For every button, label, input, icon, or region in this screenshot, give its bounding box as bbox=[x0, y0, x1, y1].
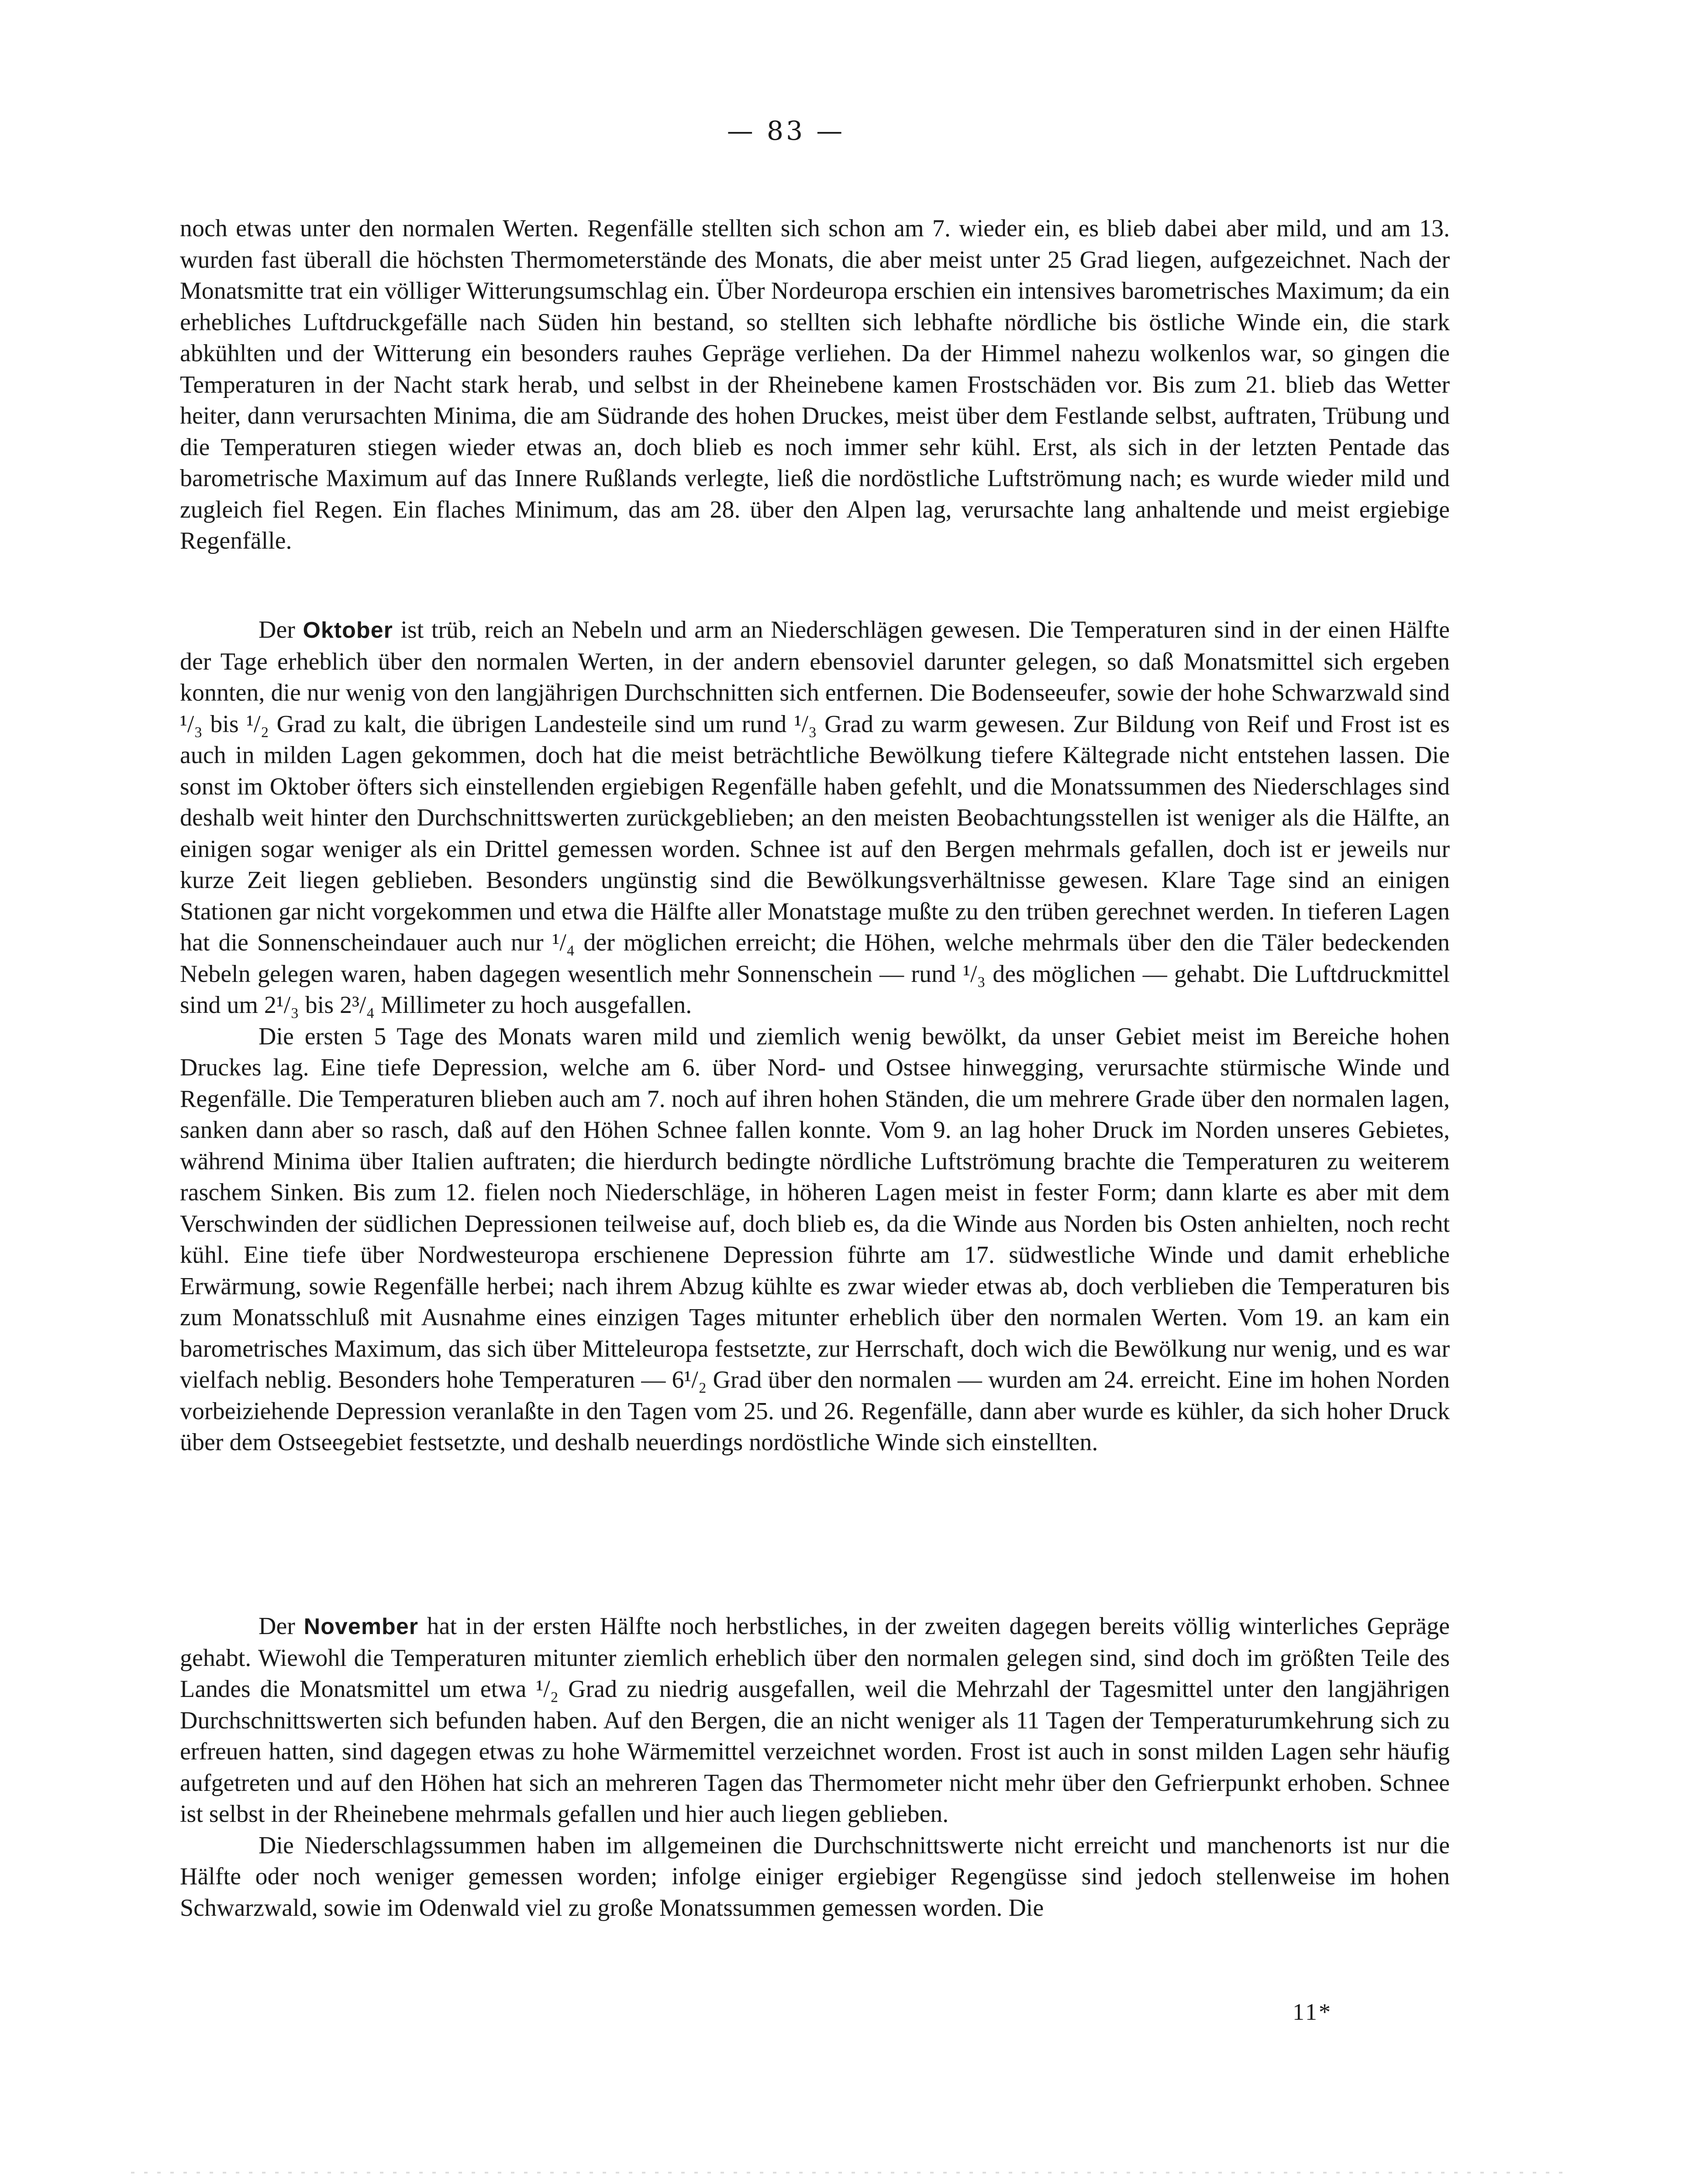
month-heading: November bbox=[303, 1614, 418, 1639]
month-heading: Oktober bbox=[303, 618, 393, 643]
scan-edge-line bbox=[131, 2172, 1572, 2174]
november-section bbox=[180, 1611, 1450, 1924]
september-continuation-section bbox=[180, 213, 1450, 557]
paragraph: Die Niederschlagssummen haben im allgemeinen die Durchschnittswerte nicht erreicht und manchenorts ist nur die Hälfte oder noch weniger gemessen worden; infolge einiger ergiebiger Regengüsse sind jedoch stellenweise im hohen Schwarzwald, sowie im Odenwald viel zu große Monatssummen gemessen worden. Die bbox=[180, 1832, 1450, 1921]
page-number: — 83 — bbox=[727, 116, 845, 146]
paragraph-text: hat in der ersten Hälfte noch herbstliches, in der zweiten dagegen bereits völlig winterliches Gepräge gehabt. Wiewohl die Temperaturen mitunter ziemlich erheblich über den normalen gelegen sind, sind doch im größten Teile des Landes die Monatsmittel um etwa ¹/₂ Grad zu niedrig ausgefallen, weil die Mehrzahl der Tagesmittel unter den langjährigen Durchschnittswerten sich befunden haben. Auf den Bergen, die an nicht weniger als 11 Tagen der Temperaturumkehrung sich zu erfreuen hatten, sind dagegen etwas zu hohe Wärmemittel verzeichnet worden. Frost ist auch in sonst milden Lagen sehr häufig aufgetreten und auf den Höhen hat sich an mehreren Tagen das Thermometer nicht mehr über den Gefrierpunkt erhoben. Schnee ist selbst in der Rheinebene mehrmals gefallen und hier auch liegen geblieben. bbox=[180, 1613, 1450, 1828]
oktober-section bbox=[180, 615, 1450, 1458]
paragraph: Die ersten 5 Tage des Monats waren mild und ziemlich wenig bewölkt, da unser Gebiet meist im Bereiche hohen Druckes lag. Eine tiefe Depression, welche am 6. über Nord- und Ostsee hinwegging, verursachte stürmische Winde und Regenfälle. Die Temperaturen blieben auch am 7. noch auf ihren hohen Ständen, die um mehrere Grade über den normalen lagen, sanken dann aber so rasch, daß auf den Höhen Schnee fallen konnte. Vom 9. an lag hoher Druck im Norden unseres Gebietes, während Minima über Italien auftraten; die hierdurch bedingte nördliche Luftströmung brachte die Temperaturen zu weiterem raschem Sinken. Bis zum 12. fielen noch Niederschläge, in höheren Lagen meist in fester Form; dann klarte es aber mit dem Verschwinden der südlichen Depressionen teilweise auf, doch blieb es, da die Winde aus Norden bis Osten anhielten, noch recht kühl. Eine tiefe über Nordwesteuropa erschienene Depression führte am 17. südwestliche Winde und damit erhebliche Erwärmung, sowie Regenfälle herbei; nach ihrem Abzug kühlte es zwar wieder etwas ab, doch verblieben die Temperaturen bis zum Monatsschluß mit Ausnahme eines einzigen Tages mitunter erheblich über den normalen Werten. Vom 19. an kam ein barometrisches Maximum, das sich über Mitteleuropa festsetzte, zur Herrschaft, doch wich die Bewölkung nur wenig, und es war vielfach neblig. Besonders hohe Temperaturen — 6¹/₂ Grad über den normalen — wurden am 24. erreicht. Eine im hohen Norden vorbeiziehende Depression veranlaßte in den Tagen vom 25. und 26. Regenfälle, dann aber wurde es kühler, da sich hoher Druck über dem Ostseegebiet festsetzte, und deshalb neuerdings nordöstliche Winde sich einstellten. bbox=[180, 1023, 1450, 1456]
paragraph bbox=[180, 1611, 1450, 1830]
paragraph-text: ist trüb, reich an Nebeln und arm an Niederschlägen gewesen. Die Temperaturen sind in der einen Hälfte der Tage erheblich über den normalen Werten, in der andern ebensoviel darunter gelegen, so daß Monatsmittel sich ergeben konnten, die nur wenig von den langjährigen Durchschnitten sich entfernen. Die Bodenseeufer, sowie der hohe Schwarzwald sind ¹/₃ bis ¹/₂ Grad zu kalt, die übrigen Landesteile sind um rund ¹/₃ Grad zu warm gewesen. Zur Bildung von Reif und Frost ist es auch in milden Lagen gekommen, doch hat die meist beträchtliche Bewölkung tiefere Kältegrade nicht entstehen lassen. Die sonst im Oktober öfters sich einstellenden ergiebigen Regenfälle haben gefehlt, und die Monatssummen des Niederschlages sind deshalb weit hinter den Durchschnittswerten zurückgeblieben; an den meisten Beobachtungsstellen ist weniger als die Hälfte, an einigen sogar weniger als ein Drittel gemessen worden. Schnee ist auf den Bergen mehrmals gefallen, doch ist er jeweils nur kurze Zeit liegen geblieben. Besonders ungünstig sind die Bewölkungsverhältnisse gewesen. Klare Tage sind an einigen Stationen gar nicht vorgekommen und etwa die Hälfte aller Monatstage mußte zu den trüben gerechnet werden. In tieferen Lagen hat die Sonnenscheindauer auch nur ¹/₄ der möglichen erreicht; die Höhen, welche mehrmals über den die Täler bedeckenden Nebeln gelegen waren, haben dagegen wesentlich mehr Sonnenschein — rund ¹/₃ des möglichen — gehabt. Die Luftdruckmittel sind um 2¹/₃ bis 2³/₄ Millimeter zu hoch ausgefallen. bbox=[180, 616, 1450, 1019]
paragraph-lead: Der bbox=[259, 1613, 295, 1640]
paragraph: noch etwas unter den normalen Werten. Regenfälle stellten sich schon am 7. wieder ein, es blieb dabei aber mild, und am 13. wurden fast überall die höchsten Thermometerstände des Monats, die aber meist unter 25 Grad liegen, aufgezeichnet. Nach der Monatsmitte trat ein völliger Witterungsumschlag ein. Über Nordeuropa erschien ein intensives barometrisches Maximum; da ein erhebliches Luftdruckgefälle nach Süden hin bestand, so stellten sich lebhafte nördliche bis östliche Winde ein, die stark abkühlten und der Witterung ein besonders rauhes Gepräge verliehen. Da der Himmel nahezu wolkenlos war, so gingen die Temperaturen in der Nacht stark herab, und selbst in der Rheinebene kamen Frostschäden vor. Bis zum 21. blieb das Wetter heiter, dann verursachten Minima, die am Südrande des hohen Druckes, meist über dem Festlande selbst, auftraten, Trübung und die Temperaturen stiegen wieder etwas an, doch blieb es noch immer sehr kühl. Erst, als sich in der letzten Pentade das barometrische Maximum auf das Innere Rußlands verlegte, ließ die nordöstliche Luftströmung nach; es wurde wieder mild und zugleich fiel Regen. Ein flaches Minimum, das am 28. über den Alpen lag, verursachte lang anhaltende und meist ergiebige Regenfälle. bbox=[180, 215, 1450, 554]
sheet-signature: 11* bbox=[1293, 1999, 1332, 2025]
paragraph-lead: Der bbox=[259, 616, 295, 643]
paragraph bbox=[180, 615, 1450, 1021]
